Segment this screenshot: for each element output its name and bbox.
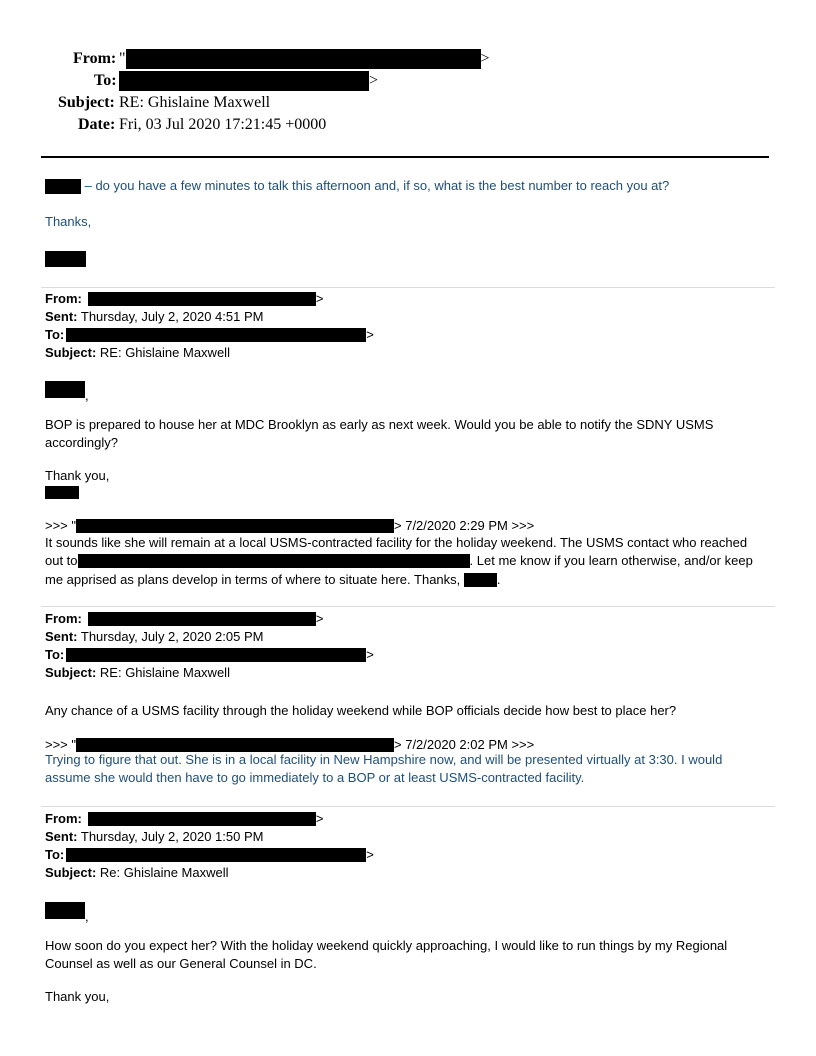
redaction-block: [66, 848, 366, 862]
redaction-block: [45, 486, 79, 499]
email3-body: Any chance of a USMS facility through the holiday weekend while BOP officials decide how best to place her?: [45, 703, 677, 718]
email4-to: To: >: [45, 847, 374, 862]
email3-sent: Sent: Thursday, July 2, 2020 2:05 PM: [45, 629, 264, 644]
header-subject-value: RE: Ghislaine Maxwell: [119, 94, 271, 111]
email3-quote-line1: Trying to figure that out. She is in a local facility in New Hampshire now, and will be presented virtually at 3:30. I would: [45, 752, 723, 767]
header-from-label: From:: [73, 50, 117, 67]
redaction-block: [66, 328, 366, 342]
redaction-block: [88, 612, 316, 626]
email2-quote-line3: me apprised as plans develop in terms of where to situate here. Thanks, .: [45, 572, 501, 587]
header-date-label: Date:: [78, 116, 116, 133]
email3-subject: Subject: RE: Ghislaine Maxwell: [45, 665, 230, 680]
email2-sent: Sent: Thursday, July 2, 2020 4:51 PM: [45, 309, 264, 324]
redaction-block: [464, 573, 497, 587]
email4-sent: Sent: Thursday, July 2, 2020 1:50 PM: [45, 829, 264, 844]
email2-quote-header: >>> " > 7/2/2020 2:29 PM >>>: [45, 518, 535, 533]
email3-quote-header: >>> " > 7/2/2020 2:02 PM >>>: [45, 737, 535, 752]
email1-thanks: Thanks,: [45, 214, 92, 229]
email3-from: From: >: [45, 611, 324, 626]
message-separator: [41, 606, 775, 607]
redaction-block: [126, 49, 481, 69]
email4-body-line1: How soon do you expect her? With the holiday weekend quickly approaching, I would like to run things by my Regional: [45, 938, 728, 953]
email1-signature-redaction: [45, 251, 86, 269]
email4-subject: Subject: Re: Ghislaine Maxwell: [45, 865, 229, 880]
email2-body-line2: accordingly?: [45, 435, 118, 450]
email2-signature-redaction: [45, 486, 79, 504]
email2-body-line1: BOP is prepared to house her at MDC Brooklyn as early as next week. Would you be able to notify the SDNY USMS: [45, 417, 714, 432]
redaction-block: [45, 179, 81, 194]
email2-from: From: >: [45, 291, 324, 306]
redaction-block: [76, 738, 394, 752]
email2-quote-line1: It sounds like she will remain at a local USMS-contracted facility for the holiday weekend. The USMS contact who reached: [45, 535, 748, 550]
redaction-block: [45, 381, 85, 398]
email2-to: To: >: [45, 327, 374, 342]
email4-from: From: >: [45, 811, 324, 826]
redaction-block: [88, 812, 316, 826]
header-date-value: Fri, 03 Jul 2020 17:21:45 +0000: [119, 116, 327, 133]
redaction-block: [45, 251, 86, 267]
header-to-value: >: [119, 70, 378, 92]
email1-line: – do you have a few minutes to talk this afternoon and, if so, what is the best number to reach you at?: [45, 177, 669, 195]
redaction-block: [76, 519, 394, 533]
redaction-block: [88, 292, 316, 306]
email2-greeting: ,: [45, 381, 89, 399]
header-from-value: " >: [119, 50, 490, 67]
message-separator: [41, 287, 775, 288]
header-subject-label: Subject:: [58, 94, 115, 111]
email4-body-line2: Counsel as well as our General Counsel in DC.: [45, 956, 317, 971]
redaction-block: [45, 902, 85, 919]
redaction-block: [78, 554, 470, 568]
email2-thanks: Thank you,: [45, 468, 110, 483]
email3-to: To: >: [45, 647, 374, 662]
email2-quote-line2: out to . Let me know if you learn otherwise, and/or keep: [45, 553, 753, 568]
redaction-block: [66, 648, 366, 662]
header-divider: [41, 156, 769, 158]
email4-greeting: ,: [45, 902, 89, 920]
email2-subject: Subject: RE: Ghislaine Maxwell: [45, 345, 230, 360]
message-separator: [41, 806, 775, 807]
redaction-block: [119, 71, 369, 91]
header-to-label: To:: [94, 72, 117, 89]
email4-thanks: Thank you,: [45, 989, 110, 1004]
email3-quote-line2: assume she would then have to go immediately to a BOP or at least USMS-contracted facility.: [45, 770, 585, 785]
